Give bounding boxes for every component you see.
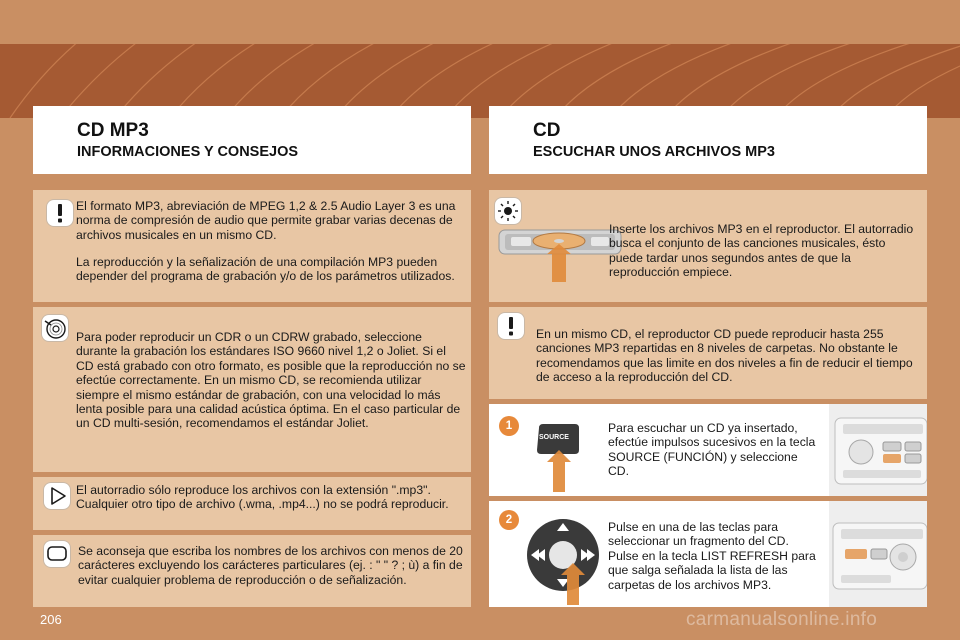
panel-insert — [489, 190, 927, 302]
names-text: Se aconseja que escriba los nombres de los archivos con menos de 20 carácteres excluyendo los carácteres particulares (ej. : " " ? ; ù) a fin de evitar cualquier problema de reproducción o de señalización. — [78, 544, 463, 587]
left-subtitle: INFORMACIONES Y CONSEJOS — [77, 144, 299, 160]
mp3-format-text-1: El formato MP3, abreviación de MPEG 1,2 & 2.5 Audio Layer 3 es una norma de compresión de audio que permite grabar varias decenas de archivos musicales en un mismo CD. — [76, 199, 456, 242]
navigation-keys-illustration — [519, 513, 609, 605]
insert-text: Inserte los archivos MP3 en el reproductor. El autorradio busca el conjunto de las canciones musicales, ésto puede tardar unos segundos antes de que la reproducción empiece. — [609, 222, 914, 280]
warning-icon — [498, 313, 524, 339]
step-2-badge: 2 — [499, 510, 519, 530]
panel-cdr — [33, 307, 471, 472]
extension-text: El autorradio sólo reproduce los archivos con la extensión ".mp3". Cualquier otro tipo de archivo (.wma, .mp4...) no se podrá reproducir. — [76, 483, 449, 512]
left-title: CD MP3 — [77, 120, 149, 141]
cdr-text: Para poder reproducir un CDR o un CDRW grabado, seleccione durante la grabación los estándares ISO 9660 nivel 1,2 o Joliet. Si el CD está grabado con otro formato, es posible que la reproducción no se efectúe correctamente. En un mismo CD, se recomienda utilizar siempre el mismo estándar de grabación, con una velocidad lo más lenta posible para una calidad acústica óptima. En el caso particular de un CD multi-sesión, recomendamos el estándar Joliet. — [76, 330, 466, 431]
limits-text: En un mismo CD, el reproductor CD puede reproducir hasta 255 canciones MP3 repartidas en 8 niveles de carpetas. No obstante le recomendamos que las limite en dos niveles a fin de reducir el tiempo de acceso a la reproducción del CD. — [536, 327, 913, 385]
cd-icon — [42, 315, 68, 341]
step1-text: Para escuchar un CD ya insertado, efectúe impulsos sucesivos en la tecla SOURCE (FUNCIÓN) y seleccione CD. — [608, 421, 816, 479]
panel-step1 — [489, 404, 927, 496]
panel-mp3-format — [33, 190, 471, 302]
left-title-box — [33, 106, 471, 174]
light-icon — [495, 198, 521, 224]
page-number: 206 — [40, 612, 62, 627]
warning-icon — [47, 200, 73, 226]
source-button-illustration — [533, 422, 581, 492]
panel-names — [33, 535, 471, 607]
right-subtitle: ESCUCHAR UNOS ARCHIVOS MP3 — [533, 144, 775, 160]
step2-text: Pulse en una de las teclas para seleccionar un fragmento del CD. Pulse en la tecla LIST REFRESH para que salga señalada la lista de las carpetas de los archivos MP3. — [608, 520, 816, 592]
screen-icon — [44, 541, 70, 567]
radio-panel-illustration-1 — [829, 404, 927, 496]
source-button-label: SOURCE — [539, 434, 569, 441]
play-icon — [44, 483, 70, 509]
panel-extension — [33, 477, 471, 530]
radio-panel-illustration-2 — [829, 501, 927, 607]
mp3-format-text-2: La reproducción y la señalización de una compilación MP3 pueden depender del programa de grabación y/o de los parámetros utilizados. — [76, 255, 455, 284]
right-title: CD — [533, 120, 561, 141]
step-1-badge: 1 — [499, 416, 519, 436]
right-title-box — [489, 106, 927, 174]
panel-limits — [489, 307, 927, 399]
watermark: carmanualsonline.info — [686, 609, 878, 630]
panel-step2 — [489, 501, 927, 607]
cd-player-illustration — [497, 222, 623, 282]
